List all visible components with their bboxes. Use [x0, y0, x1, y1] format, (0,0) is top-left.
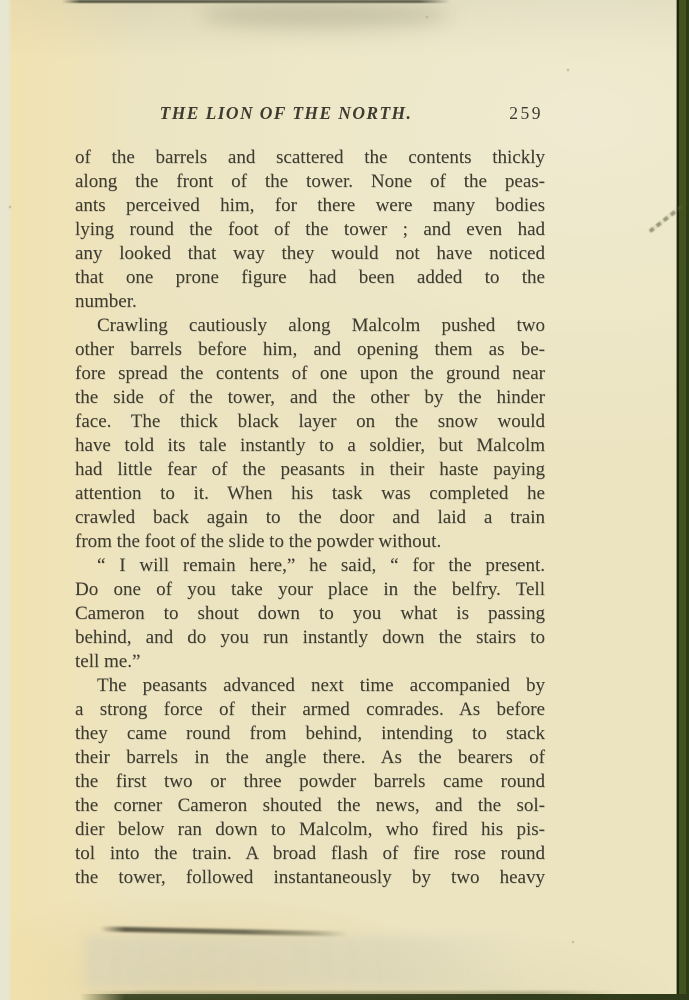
- text-line: the tower, followed instantaneously by two heavy: [75, 867, 545, 888]
- text-line: Crawling cautiously along Malcolm pushed two: [97, 315, 545, 336]
- text-line: a strong force of their armed comrades. As before: [75, 699, 545, 720]
- text-line: of the barrels and scattered the contents thickly: [75, 147, 545, 168]
- text-line: that one prone figure had been added to the: [75, 267, 545, 288]
- text-line: attention to it. When his task was completed he: [75, 483, 545, 504]
- text-line: tell me.”: [75, 651, 141, 672]
- text-line: “ I will remain here,” he said, “ for the present.: [97, 555, 545, 576]
- text-line: had little fear of the peasants in their haste paying: [75, 459, 545, 480]
- text-line: tol into the train. A broad flash of fire rose round: [75, 843, 545, 864]
- scan-top-edge-shadow: [62, 0, 450, 3]
- text-line: they came round from behind, intending to stack: [75, 723, 545, 744]
- text-line: crawled back again to the door and laid a train: [75, 507, 545, 528]
- text-line: face. The thick black layer on the snow would: [75, 411, 545, 432]
- text-line: the corner Cameron shouted the news, and the sol-: [75, 795, 545, 816]
- text-line: the first two or three powder barrels came round: [75, 771, 545, 792]
- text-line: from the foot of the slide to the powder without.: [75, 531, 442, 552]
- text-line: along the front of the tower. None of the peas-: [75, 171, 545, 192]
- running-header: [75, 103, 545, 127]
- text-line: have told its tale instantly to a soldier, but Malcolm: [75, 435, 545, 456]
- text-line: ants perceived him, for there were many bodies: [75, 195, 545, 216]
- running-title: THE LION OF THE NORTH.: [159, 103, 413, 123]
- page-body: [75, 146, 545, 890]
- text-line: fore spread the contents of one upon the ground near: [75, 363, 545, 384]
- text-line: lying round the foot of the tower ; and even had: [75, 219, 545, 240]
- page-number: 259: [509, 103, 543, 123]
- text-line: Cameron to shout down to you what is passing: [75, 603, 545, 624]
- text-line: behind, and do you run instantly down the stairs to: [75, 627, 545, 648]
- scan-smudge-band: [85, 936, 525, 988]
- paper-specks: [0, 0, 2, 2]
- text-line: The peasants advanced next time accompanied by: [97, 675, 545, 696]
- scan-top-blur-shadow: [200, 2, 450, 28]
- book-cover-edge-right: [676, 0, 689, 1000]
- text-line: their barrels in the angle there. As the bearers of: [75, 747, 545, 768]
- text-line: dier below ran down to Malcolm, who fired his pis-: [75, 819, 545, 840]
- text-line: other barrels before him, and opening them as be-: [75, 339, 545, 360]
- text-line: any looked that way they would not have noticed: [75, 243, 545, 264]
- text-line: the side of the tower, and the other by the hinder: [75, 387, 545, 408]
- text-line: number.: [75, 291, 137, 312]
- book-cover-edge-bottom: [80, 994, 689, 1000]
- text-line: Do one of you take your place in the belfry. Tell: [75, 579, 545, 600]
